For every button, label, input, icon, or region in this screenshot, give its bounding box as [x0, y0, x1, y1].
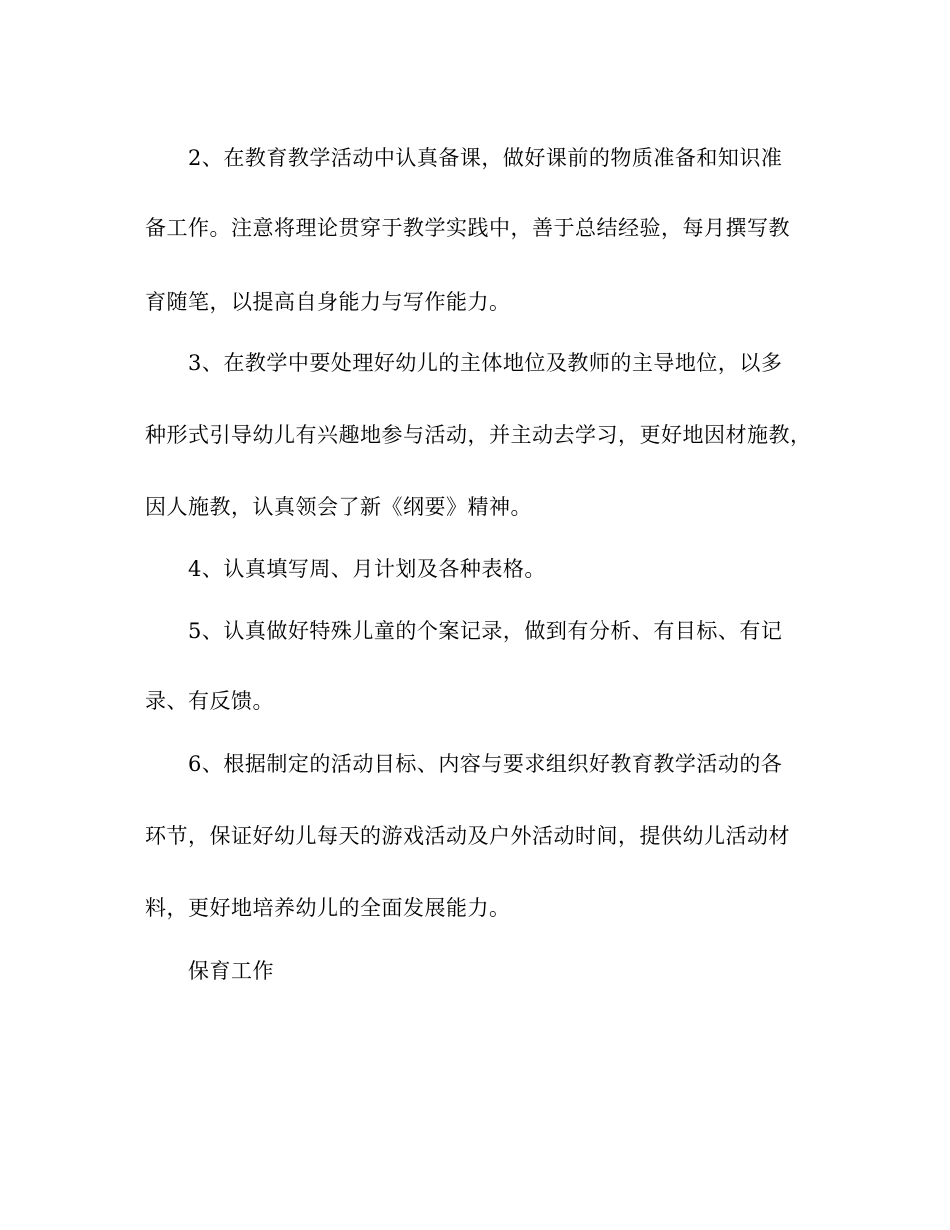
- paragraph-6-line-2: 环节，保证好幼儿每天的游戏活动及户外活动时间，提供幼儿活动材: [145, 824, 790, 848]
- section-heading-childcare: 保育工作: [188, 959, 274, 983]
- paragraph-2-line-3: 育随笔，以提高自身能力与写作能力。: [145, 290, 511, 314]
- paragraph-6-line-3: 料，更好地培养幼儿的全面发展能力。: [145, 896, 511, 920]
- paragraph-2-line-2: 备工作。注意将理论贯穿于教学实践中，善于总结经验，每月撰写教: [145, 216, 790, 240]
- paragraph-4-line-1: 4、认真填写周、月计划及各种表格。: [188, 557, 546, 581]
- paragraph-3-line-3: 因人施教，认真领会了新《纲要》精神。: [145, 495, 532, 519]
- paragraph-3-line-2: 种形式引导幼儿有兴趣地参与活动，并主动去学习，更好地因材施教，: [145, 423, 812, 447]
- paragraph-3-line-1: 3、在教学中要处理好幼儿的主体地位及教师的主导地位，以多: [188, 351, 783, 375]
- paragraph-5-line-2: 录、有反馈。: [145, 689, 274, 713]
- paragraph-6-line-1: 6、根据制定的活动目标、内容与要求组织好教育教学活动的各: [188, 752, 783, 776]
- paragraph-2-line-1: 2、在教育教学活动中认真备课，做好课前的物质准备和知识准: [188, 146, 783, 170]
- paragraph-5-line-1: 5、认真做好特殊儿童的个案记录，做到有分析、有目标、有记: [188, 619, 783, 643]
